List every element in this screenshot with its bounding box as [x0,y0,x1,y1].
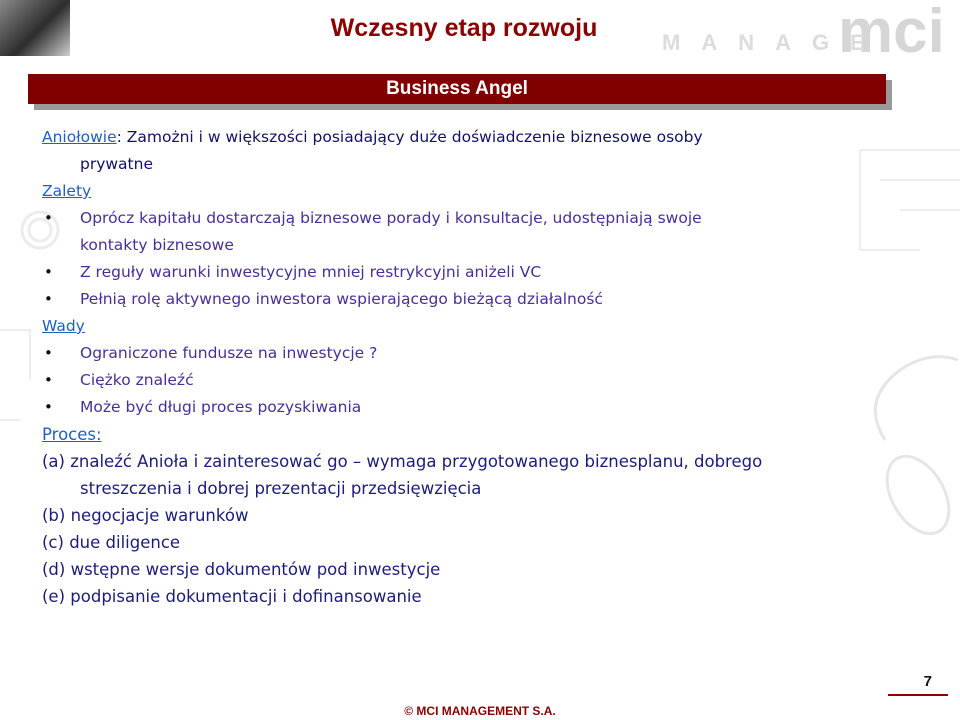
logo-subtitle: MANAGE [662,30,886,55]
advantage-item: • Pełnią rolę aktywnego inwestora wspierającego bieżącą działalność [42,286,912,313]
intro-term: Aniołowie [42,128,117,146]
advantage-item: • Z reguły warunki inwestycyjne mniej restrykcyjni aniżeli VC [42,259,912,286]
intro-line [42,124,912,151]
slide-body [42,124,912,610]
process-step: (c) due diligence [42,533,181,552]
page-number: 7 [923,673,932,690]
disadvantages-heading: Wady [42,317,85,335]
advantages-heading: Zalety [42,182,92,200]
page-number-underline [888,694,948,696]
intro-text: : Zamożni i w większości posiadający duże doświadczenie biznesowe osoby [116,128,703,146]
mci-logo-letters: mci [838,2,945,58]
disadvantage-item: • Może być długi proces pozyskiwania [42,394,912,421]
process-step-cont: streszczenia i dobrej prezentacji przedsięwzięcia [80,479,482,498]
footer-copyright: © MCI MANAGEMENT S.A. [404,704,556,718]
process-step: (e) podpisanie dokumentacji i dofinansowanie [42,587,422,606]
advantage-item-cont: kontakty biznesowe [80,236,234,254]
banner-label: Business Angel [386,78,528,99]
process-step: (d) wstępne wersje dokumentów pod inwestycje [42,560,441,579]
section-banner [28,74,886,104]
intro-line-cont: prywatne [80,155,153,173]
process-step: (b) negocjacje warunków [42,506,249,525]
disadvantage-item: • Ograniczone fundusze na inwestycje ? [42,340,912,367]
process-step: (a) znaleźć Anioła i zainteresować go – wymaga przygotowanego biznesplanu, dobrego [42,452,763,471]
advantage-item: • Oprócz kapitału dostarczają biznesowe porady i konsultacje, udostępniają swoje [42,205,912,232]
slide-title: Wczesny etap rozwoju [330,14,598,42]
process-heading: Proces: [42,425,102,444]
disadvantage-item: • Ciężko znaleźć [42,367,912,394]
